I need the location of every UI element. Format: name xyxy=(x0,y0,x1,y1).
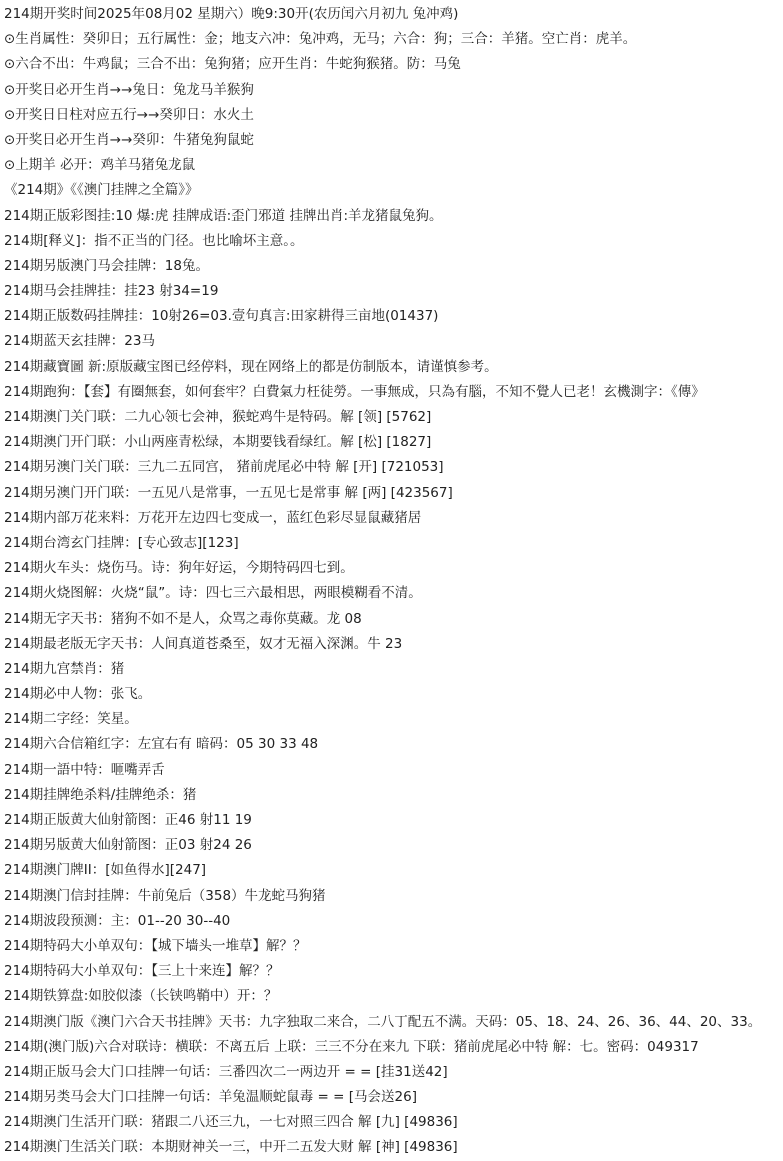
text-line: 214期波段预测：主：01--20 30--40 xyxy=(4,912,231,929)
text-line: 214期[释义]：指不正当的门径。也比喻坏主意。。 xyxy=(4,232,304,249)
text-line: 214期特码大小单双句：【城下墙头一堆草】解？？ xyxy=(4,937,307,954)
text-line: 214期无字天书：猪狗不如不是人，众骂之毒你莫藏。龙 08 xyxy=(4,610,362,627)
text-line: 214期正版黄大仙射箭图：正46 射11 19 xyxy=(4,812,252,828)
text-line: ⊙生肖属性：癸卯日；五行属性：金；地支六冲：兔冲鸡，无马；六合：狗；三合：羊猪。空亡肖：虎羊。 xyxy=(4,31,637,48)
text-line: 214期澳门版《澳门六合天书挂牌》天书：九字独取二来合，二八丁配五不满。天码：05、18、24、26、36、44、20、33。 xyxy=(4,1013,762,1030)
text-line: 214期铁算盘:如胶似漆（长铗鸣鞘中）开：？ xyxy=(4,988,278,1005)
text-line: ⊙开奖日必开生肖→→兔日：兔龙马羊猴狗 xyxy=(4,81,254,98)
text-line: 214期火烧图解：火烧“鼠”。诗：四七三六最相思，两眼模糊看不清。 xyxy=(4,585,422,602)
text-line: 214期(澳门版)六合对联诗：横联：不离五后 上联：三三不分在来九 下联：猪前虎尾必中特 解：七。密码：049317 xyxy=(4,1038,699,1055)
text-line: 214期正版彩图挂:10 爆:虎 挂牌成语:歪门邪道 挂牌出肖:羊龙猪鼠兔狗。 xyxy=(4,207,443,224)
text-line: 214期澳门关门联：二九心领七会神，猴蛇鸡牛是特码。解 [领] [5762] xyxy=(4,409,432,425)
text-line: 214期蓝天玄挂牌：23马 xyxy=(4,333,155,350)
text-line: 214期藏寶圖 新:原版藏宝图已经停料，现在网络上的都是仿制版本，请谨慎参考。 xyxy=(4,358,498,375)
text-line: 214期正版马会大门口挂牌一句话：三番四次二一两边开 = = [挂31送42] xyxy=(4,1063,448,1080)
text-line: 214期另版黄大仙射箭图：正03 射24 26 xyxy=(4,837,252,854)
text-line: 214期六合信箱红字：左宜右有 暗码：05 30 33 48 xyxy=(4,736,319,753)
header-line: 214期开奖时间2025年08月02 星期六）晚9:30开(农历闰六月初九 兔冲鸡) xyxy=(4,6,459,22)
text-line: 214期台湾玄门挂牌：[专心致志][123] xyxy=(4,534,239,551)
text-line: ⊙六合不出：牛鸡鼠；三合不出：兔狗猪；应开生肖：牛蛇狗猴猪。防：马兔 xyxy=(4,56,461,73)
text-line: 214期特码大小单双句：【三上十来连】解？？ xyxy=(4,963,280,980)
text-line: 214期正版数码挂牌挂：10射26=03.壹句真言:田家耕得三亩地(01437) xyxy=(4,308,439,325)
text-line: 214期挂牌绝杀料/挂牌绝杀：猪 xyxy=(4,786,197,803)
text-line: 214期澳门牌II：[如鱼得水][247] xyxy=(4,862,207,879)
text-line: 214期最老版无字天书：人间真道苍桑至，奴才无福入深渊。牛 23 xyxy=(4,635,403,652)
text-line: 214期内部万花来料：万花开左边四七变成一，蓝红色彩尽显鼠藏猪居 xyxy=(4,509,422,526)
text-line: ⊙开奖日必开生肖→→癸卯：牛猪兔狗鼠蛇 xyxy=(4,131,254,148)
text-line: 214期另澳门开门联：一五见八是常事，一五见七是常事 解 [两] [423567] xyxy=(4,484,453,501)
text-line: 214期一語中特：咂嘴弄舌 xyxy=(4,761,165,778)
text-line: ⊙上期羊 必开：鸡羊马猪兔龙鼠 xyxy=(4,157,196,174)
text-line: 214期九宫禁肖：猪 xyxy=(4,660,125,677)
text-line: 214期澳门开门联：小山两座青松绿，本期要钱看绿红。解 [松] [1827] xyxy=(4,434,432,451)
text-line: 214期澳门生活关门联：本期财神关一三，中开二五发大财 解 [神] [49836] xyxy=(4,1139,458,1156)
text-line: 214期澳门信封挂牌：牛前兔后（358）牛龙蛇马狗猪 xyxy=(4,887,326,904)
text-line: ⊙开奖日日柱对应五行→→癸卯日：水火土 xyxy=(4,106,254,123)
text-line: 214期澳门生活开门联：猪跟二八还三九，一七对照三四合 解 [九] [49836] xyxy=(4,1114,458,1131)
section-title: 《214期》《《澳门挂牌之全篇》》 xyxy=(4,182,199,199)
text-line: 214期马会挂牌挂：挂23 射34=19 xyxy=(4,283,219,300)
text-line: 214期另类马会大门口挂牌一句话：羊兔温顺蛇鼠毒 = = [马会送26] xyxy=(4,1089,417,1106)
text-line: 214期另版澳门马会挂牌：18兔。 xyxy=(4,257,209,274)
text-line: 214期火车头：烧伤马。诗：狗年好运，今期特码四七到。 xyxy=(4,560,354,577)
text-line: 214期必中人物：张飞。 xyxy=(4,686,152,703)
text-line: 214期跑狗：【套】有圈無套，如何套牢？白費氣力枉徒勞。一事無成，只為有腦，不知不覺人已老！玄機測字：《傳》 xyxy=(4,383,705,400)
text-line: 214期另澳门关门联：三九二五同宫， 猪前虎尾必中特 解 [开] [721053] xyxy=(4,459,444,476)
text-line: 214期二字经：笑星。 xyxy=(4,711,138,728)
